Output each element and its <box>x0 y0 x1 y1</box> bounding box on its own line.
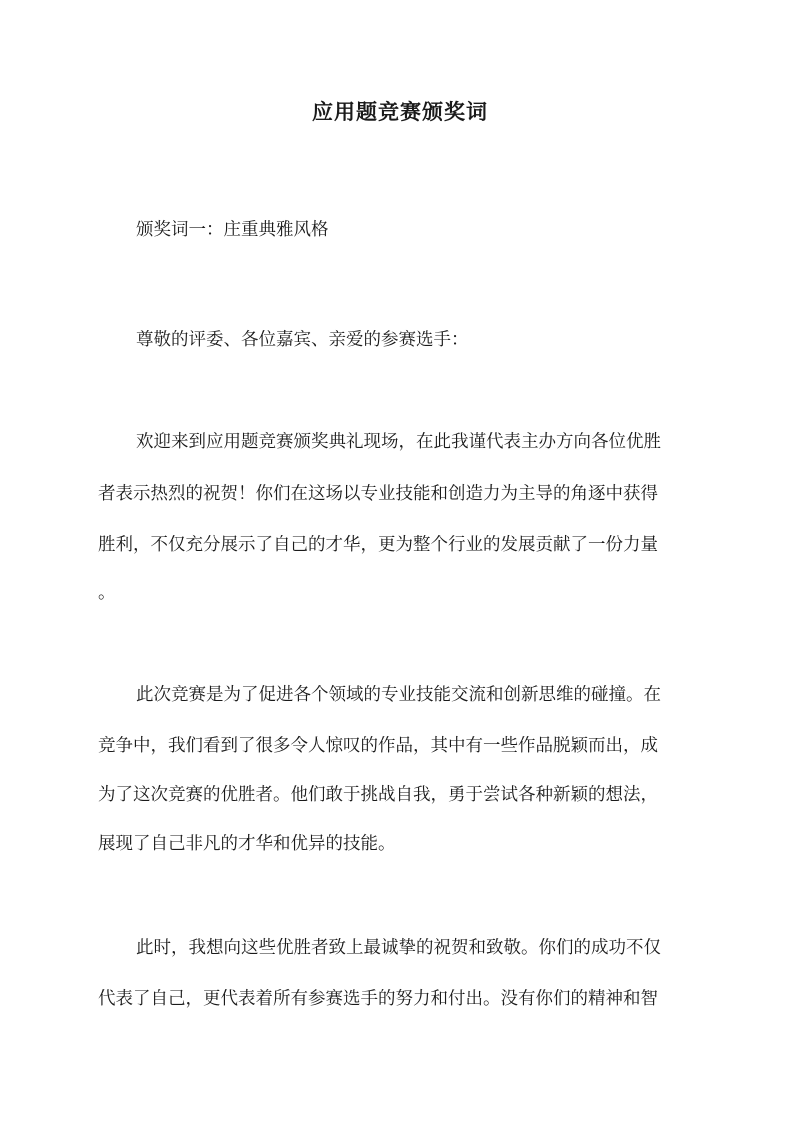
paragraph-3-line-1: 此时，我想向这些优胜者致上最诚挚的祝贺和致敬。你们的成功不仅 <box>136 938 661 958</box>
paragraph-3-line-2: 代表了自己，更代表着所有参赛选手的努力和付出。没有你们的精神和智 <box>98 989 658 1009</box>
page-title: 应用题竞赛颁奖词 <box>312 99 488 124</box>
salutation: 尊敬的评委、各位嘉宾、亲爱的参赛选手： <box>136 330 469 350</box>
paragraph-2-line-1: 此次竞赛是为了促进各个领域的专业技能交流和创新思维的碰撞。在 <box>136 685 661 705</box>
paragraph-2-line-3: 为了这次竞赛的优胜者。他们敢于挑战自我，勇于尝试各种新颖的想法， <box>98 785 658 805</box>
paragraph-1-line-3: 胜利，不仅充分展示了自己的才华，更为整个行业的发展贡献了一份力量 <box>98 535 658 555</box>
paragraph-1-line-2: 者表示热烈的祝贺！你们在这场以专业技能和创造力为主导的角逐中获得 <box>98 484 658 504</box>
paragraph-1-line-1: 欢迎来到应用题竞赛颁奖典礼现场，在此我谨代表主办方向各位优胜 <box>136 432 661 452</box>
paragraph-2-line-2: 竞争中，我们看到了很多令人惊叹的作品，其中有一些作品脱颖而出，成 <box>98 736 658 756</box>
paragraph-1-line-4: 。 <box>98 583 116 603</box>
section-subtitle: 颁奖词一：庄重典雅风格 <box>136 220 329 240</box>
paragraph-2-line-4: 展现了自己非凡的才华和优异的技能。 <box>98 834 396 854</box>
